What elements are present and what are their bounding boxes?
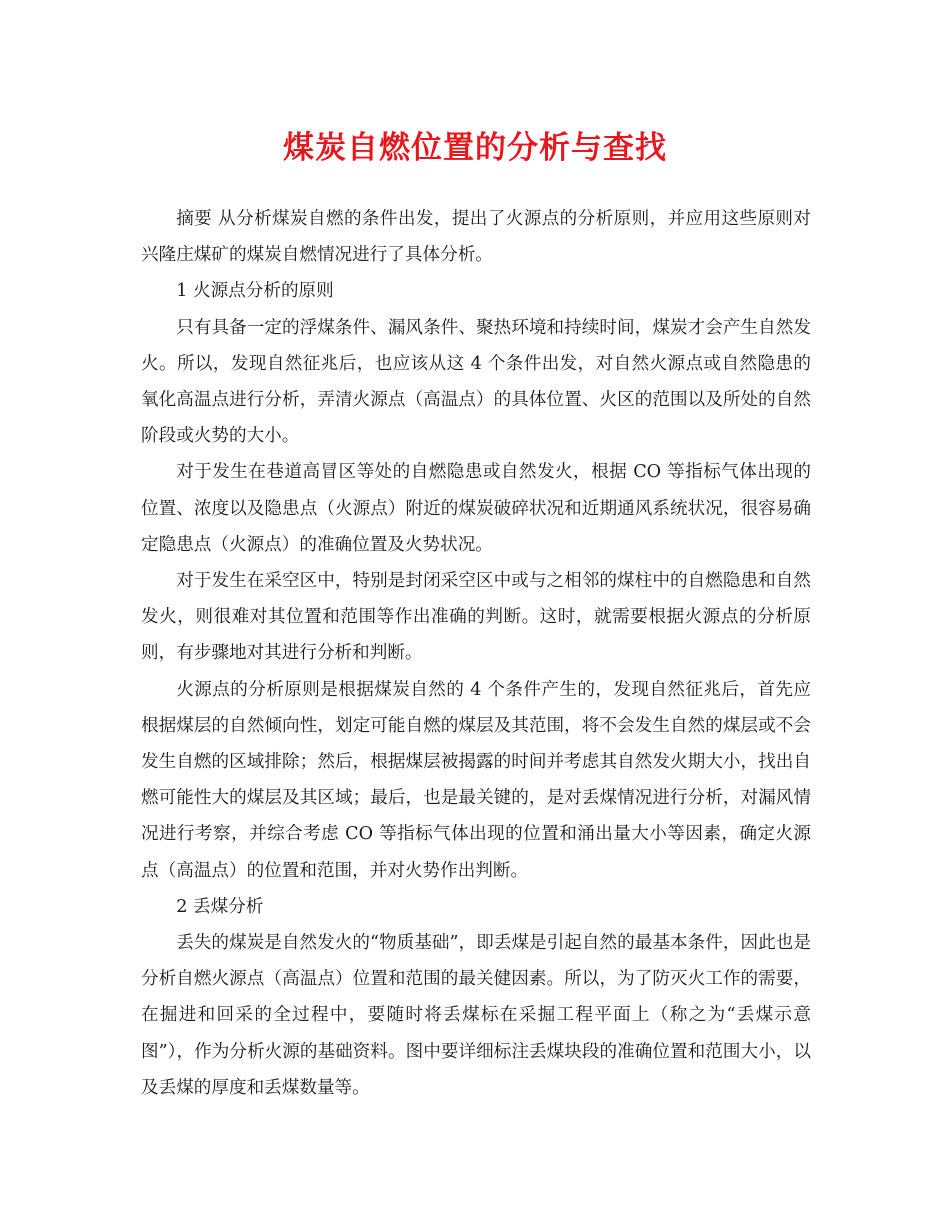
body-paragraph: 对于发生在巷道高冒区等处的自燃隐患或自然发火，根据 CO 等指标气体出现的位置、浓度以及隐患点（火源点）附近的煤炭破碎状况和近期通风系统状况，很容易确定隐患点（火源点）的准确位置及火势状况。 xyxy=(141,462,811,555)
abstract-paragraph: 摘要 从分析煤炭自燃的条件出发，提出了火源点的分析原则，并应用这些原则对兴隆庄煤矿的煤炭自燃情况进行了具体分析。 xyxy=(141,209,811,266)
section-heading-2: 2 丢煤分析 xyxy=(176,896,264,917)
body-paragraph: 火源点的分析原则是根据煤炭自然的 4 个条件产生的，发现自然征兆后，首先应根据煤层的自然倾向性，划定可能自燃的煤层及其范围，将不会发生自然的煤层或不会发生自燃的区域排除；然后，根据煤层被揭露的时间并考虑其自然发火期大小，找出自燃可能性大的煤层及其区域；最后，也是最关键的，是对丢煤情况进行分析，对漏风情况进行考察，并综合考虑 CO 等指标气体出现的位置和涌出量大小等因素，确定火源点（高温点）的位置和范围，并对火势作出判断。 xyxy=(141,679,811,881)
document-title: 煤炭自燃位置的分析与查找 xyxy=(283,130,667,166)
section-heading-1: 1 火源点分析的原则 xyxy=(176,281,334,302)
body-paragraph: 丢失的煤炭是自然发火的“物质基础”，即丢煤是引起自然的最基本条件，因此也是分析自燃火源点（高温点）位置和范围的最关健因素。所以，为了防灭火工作的需要，在掘进和回采的全过程中，要随时将丢煤标在采掘工程平面上（称之为“丢煤示意图”），作为分析火源的基础资料。图中要详细标注丢煤块段的准确位置和范围大小，以及丢煤的厚度和丢煤数量等。 xyxy=(141,933,811,1098)
document-body xyxy=(141,201,811,1106)
body-paragraph: 只有具备一定的浮煤条件、漏风条件、聚热环境和持续时间，煤炭才会产生自然发火。所以，发现自然征兆后，也应该从这 4 个条件出发，对自然火源点或自然隐患的氧化高温点进行分析，弄清火源点（高温点）的具体位置、火区的范围以及所处的自然阶段或火势的大小。 xyxy=(141,317,811,447)
body-paragraph: 对于发生在采空区中，特别是封闭采空区中或与之相邻的煤柱中的自燃隐患和自然发火，则很难对其位置和范围等作出准确的判断。这时，就需要根据火源点的分析原则，有步骤地对其进行分析和判断。 xyxy=(141,571,811,664)
